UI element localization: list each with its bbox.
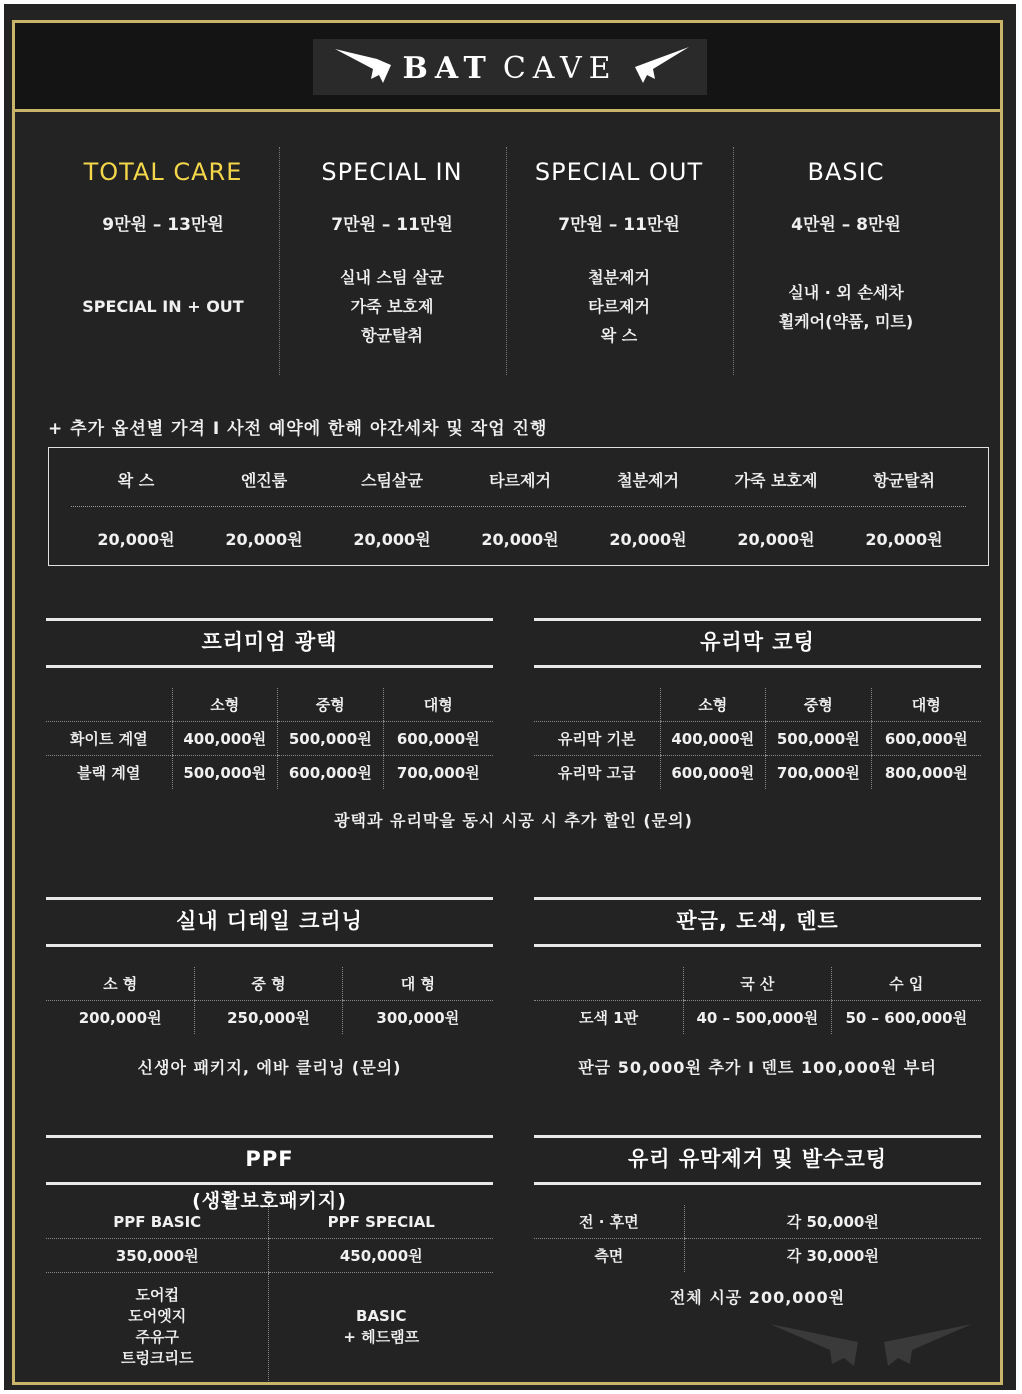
- col-header: 대형: [383, 688, 493, 722]
- polish-title: 프리미엄 광택: [201, 630, 338, 654]
- table-header-row: [46, 1205, 493, 1239]
- table-row: [534, 1001, 981, 1035]
- tier-price: 4만원 – 8만원: [791, 215, 901, 235]
- price-cell: 40 – 500,000원: [684, 1001, 831, 1035]
- interior-table: [46, 967, 493, 1034]
- tier-desc-line: 휠케어(약품, 미트): [778, 312, 914, 331]
- tier-special-out: [506, 144, 732, 376]
- ppf-header: [46, 1135, 493, 1212]
- interior-header: [46, 897, 493, 947]
- price-cell: 400,000원: [172, 722, 278, 756]
- price-cell: 300,000원: [342, 1001, 493, 1035]
- table-row: [46, 1239, 493, 1273]
- price-cell: 600,000원: [383, 722, 493, 756]
- glass-coating-title: 유리막 코팅: [700, 630, 815, 654]
- body-paint-note: 판금 50,000원 추가 I 덴트 100,000원 부터: [578, 1058, 937, 1077]
- table-row: [534, 756, 981, 790]
- col-header: PPF BASIC: [46, 1205, 269, 1239]
- list-item: 주유구: [135, 1328, 179, 1346]
- table-header-row: [46, 967, 493, 1001]
- row-label: 전 · 후면: [534, 1205, 684, 1239]
- row-label: 측면: [594, 1247, 624, 1265]
- tier-price: 7만원 – 11만원: [558, 215, 680, 235]
- options-title: + 추가 옵션별 가격 I 사전 예약에 한해 야간세차 및 작업 진행: [48, 419, 548, 439]
- price-cell: 500,000원: [766, 722, 872, 756]
- price-cell: 각 30,000원: [684, 1239, 981, 1273]
- tier-title: SPECIAL IN: [321, 158, 463, 186]
- list-item: + 헤드램프: [343, 1328, 420, 1346]
- ppf-subtitle: (생활보호패키지): [192, 1190, 347, 1212]
- ppf-basic-items: [46, 1273, 269, 1382]
- interior-title: 실내 디테일 크리닝: [176, 909, 363, 933]
- col-header: 수 입: [831, 967, 981, 1001]
- row-label: 도색 1판: [578, 1009, 639, 1027]
- tier-price: 9만원 – 13만원: [102, 215, 224, 235]
- price-cell: 450,000원: [269, 1239, 493, 1273]
- tier-desc-line: 왁 스: [600, 326, 638, 345]
- table-row: [46, 722, 493, 756]
- option-price: 20,000원: [225, 530, 303, 549]
- price-cell: 500,000원: [278, 722, 384, 756]
- tier-title: BASIC: [807, 158, 885, 186]
- header-bar: [15, 23, 1000, 112]
- price-cell: 각 50,000원: [684, 1205, 981, 1239]
- list-item: 도어엣지: [128, 1307, 187, 1325]
- option-name: 항균탈취: [873, 471, 935, 490]
- polish-table: [46, 688, 493, 789]
- price-cell: 600,000원: [660, 756, 766, 790]
- option-name: 가죽 보호제: [734, 471, 818, 490]
- table-row: [534, 1205, 981, 1239]
- row-label: 화이트 계열: [46, 722, 172, 756]
- film-removal-note: 전체 시공 200,000원: [669, 1288, 846, 1307]
- tier-special-in: [279, 144, 505, 376]
- price-cell: 200,000원: [78, 1009, 162, 1027]
- col-header: 소 형: [46, 967, 195, 1001]
- glass-coating-table: [534, 688, 981, 789]
- film-removal-table: [534, 1205, 981, 1272]
- option-price: 20,000원: [737, 530, 815, 549]
- ppf-table: [46, 1205, 493, 1381]
- tier-desc-line: 실내 스팀 살균: [340, 268, 444, 287]
- list-item: 트렁크리드: [121, 1349, 194, 1367]
- tier-desc-line: SPECIAL IN + OUT: [82, 297, 244, 316]
- film-removal-header: [534, 1135, 981, 1185]
- menu-board: [4, 4, 1016, 1390]
- option-name: 철분제거: [617, 471, 679, 490]
- tier-desc-line: 가죽 보호제: [350, 297, 434, 316]
- tier-desc-line: 타르제거: [588, 297, 650, 316]
- tier-desc-line: 실내 · 외 손세차: [788, 283, 904, 302]
- body-paint-title: 판금, 도색, 덴트: [676, 909, 839, 933]
- table-row: [534, 722, 981, 756]
- table-header-row: [46, 688, 493, 722]
- ppf-title: PPF: [245, 1147, 294, 1171]
- price-cell: 600,000원: [871, 722, 981, 756]
- glass-coating-header: [534, 618, 981, 668]
- row-label: 유리막 고급: [557, 764, 636, 782]
- tier-desc-line: 철분제거: [588, 268, 650, 287]
- price-cell: 500,000원: [172, 756, 278, 790]
- body-paint-table: [534, 967, 981, 1034]
- price-cell: 350,000원: [46, 1239, 269, 1273]
- ppf-special-items: [269, 1273, 493, 1382]
- price-cell: 400,000원: [660, 722, 766, 756]
- tier-basic: [733, 144, 959, 376]
- col-header: 중형: [766, 688, 872, 722]
- table-row: [534, 1239, 981, 1273]
- col-header: 소형: [660, 688, 766, 722]
- option-name: 엔진룸: [240, 471, 288, 490]
- option-name: 스팀살균: [361, 471, 423, 490]
- option-name: 왁 스: [117, 471, 155, 490]
- row-label: 유리막 기본: [534, 722, 660, 756]
- tier-title: TOTAL CARE: [83, 158, 243, 186]
- table-row: [46, 1001, 493, 1035]
- col-header: 중 형: [195, 967, 342, 1001]
- table-row: [46, 756, 493, 790]
- table-header-row: [534, 688, 981, 722]
- price-cell: 800,000원: [871, 756, 981, 790]
- col-header: 대 형: [342, 967, 493, 1001]
- table-row: [46, 1273, 493, 1382]
- price-cell: 700,000원: [383, 756, 493, 790]
- interior-note: 신생아 패키지, 에바 클리닝 (문의): [137, 1058, 402, 1077]
- options-table: [48, 447, 989, 566]
- tier-price: 7만원 – 11만원: [331, 215, 453, 235]
- col-header: PPF SPECIAL: [269, 1205, 493, 1239]
- option-price: 20,000원: [609, 530, 687, 549]
- price-cell: 600,000원: [278, 756, 384, 790]
- price-cell: 250,000원: [195, 1001, 342, 1035]
- option-price: 20,000원: [97, 530, 175, 549]
- col-header: 대형: [871, 688, 981, 722]
- list-item: 도어컵: [135, 1286, 179, 1304]
- polish-header: [46, 618, 493, 668]
- price-cell: 50 – 600,000원: [831, 1001, 981, 1035]
- table-header-row: [534, 967, 981, 1001]
- option-name: 타르제거: [489, 471, 551, 490]
- tier-total-care: [50, 144, 276, 376]
- tier-title: SPECIAL OUT: [534, 158, 704, 186]
- price-cell: 700,000원: [766, 756, 872, 790]
- logo-text-bat: BAT: [402, 51, 493, 86]
- body-paint-header: [534, 897, 981, 947]
- option-price: 20,000원: [353, 530, 431, 549]
- options-separator: [71, 506, 966, 507]
- col-header: 소형: [172, 688, 278, 722]
- option-price: 20,000원: [481, 530, 559, 549]
- tier-desc-line: 항균탈취: [361, 326, 423, 345]
- logo-text-cave: CAVE: [502, 51, 618, 86]
- row-label: 블랙 계열: [77, 764, 141, 782]
- list-item: BASIC: [356, 1307, 407, 1325]
- logo: [313, 39, 707, 95]
- option-price: 20,000원: [865, 530, 943, 549]
- polish-glass-note: 광택과 유리막을 동시 시공 시 추가 할인 (문의): [334, 811, 693, 830]
- bat-watermark-icon: [766, 1318, 976, 1378]
- film-removal-title: 유리 유막제거 및 발수코팅: [627, 1147, 888, 1171]
- col-header: 국 산: [684, 967, 831, 1001]
- col-header: 중형: [278, 688, 384, 722]
